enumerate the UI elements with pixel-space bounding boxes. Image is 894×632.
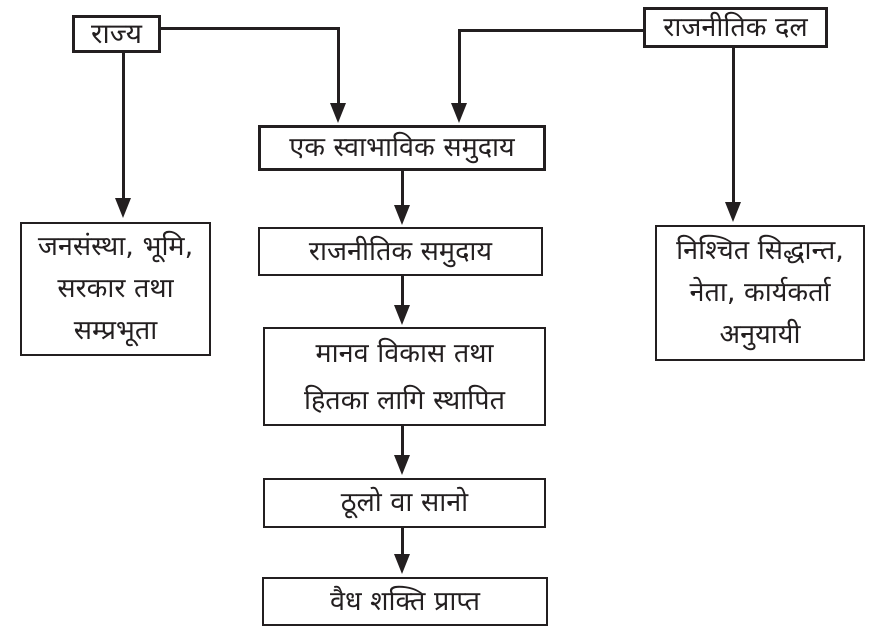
node-party-attributes-line: निश्चित सिद्धान्त, <box>676 235 844 266</box>
node-party-attributes <box>655 225 865 361</box>
node-state-attributes <box>20 222 211 356</box>
node-political-party-label: राजनीतिक दल <box>663 11 808 43</box>
node-political-party <box>643 7 828 48</box>
connector-state-to-attributes <box>122 52 125 199</box>
node-legitimate-power <box>262 577 548 626</box>
node-party-attributes-line: अनुयायी <box>719 319 801 350</box>
connector-state-to-natural-vertical <box>337 27 340 105</box>
arrow-down-icon <box>451 103 467 123</box>
node-natural-community-label: एक स्वाभाविक समुदाय <box>289 132 515 164</box>
connector-party-to-natural-vertical <box>458 29 461 105</box>
arrow-down-icon <box>394 554 410 574</box>
arrow-down-icon <box>394 305 410 325</box>
arrow-down-icon <box>394 205 410 225</box>
node-legitimate-power-label: वैध शक्ति प्राप्त <box>329 585 481 617</box>
node-state-attributes-line: जनसंस्था, भूमि, <box>37 231 194 262</box>
node-political-community <box>258 227 543 276</box>
arrow-down-icon <box>115 198 131 218</box>
connector-natural-to-political <box>401 171 404 207</box>
connector-party-to-attributes <box>732 47 735 203</box>
connector-political-to-purpose <box>401 276 404 307</box>
node-political-community-label: राजनीतिक समुदाय <box>308 235 493 267</box>
node-state <box>72 15 161 53</box>
node-state-label: राज्य <box>91 16 142 50</box>
arrow-down-icon <box>394 455 410 475</box>
node-size-label: ठूलो वा सानो <box>340 487 469 519</box>
node-established-purpose-line: मानव विकास तथा <box>315 337 494 369</box>
arrow-down-icon <box>725 202 741 222</box>
arrow-down-icon <box>330 103 346 123</box>
connector-state-to-natural-horizontal <box>160 27 340 30</box>
connector-size-to-power <box>401 528 404 556</box>
node-size <box>263 478 546 528</box>
connector-purpose-to-size <box>401 426 404 457</box>
node-party-attributes-line: नेता, कार्यकर्ता <box>689 277 831 308</box>
node-natural-community <box>258 125 546 171</box>
node-established-purpose <box>263 327 546 426</box>
node-state-attributes-line: सम्प्रभूता <box>73 315 158 346</box>
node-established-purpose-line: हितका लागि स्थापित <box>303 384 506 416</box>
node-state-attributes-line: सरकार तथा <box>57 273 174 304</box>
connector-party-to-natural-horizontal <box>458 29 643 32</box>
